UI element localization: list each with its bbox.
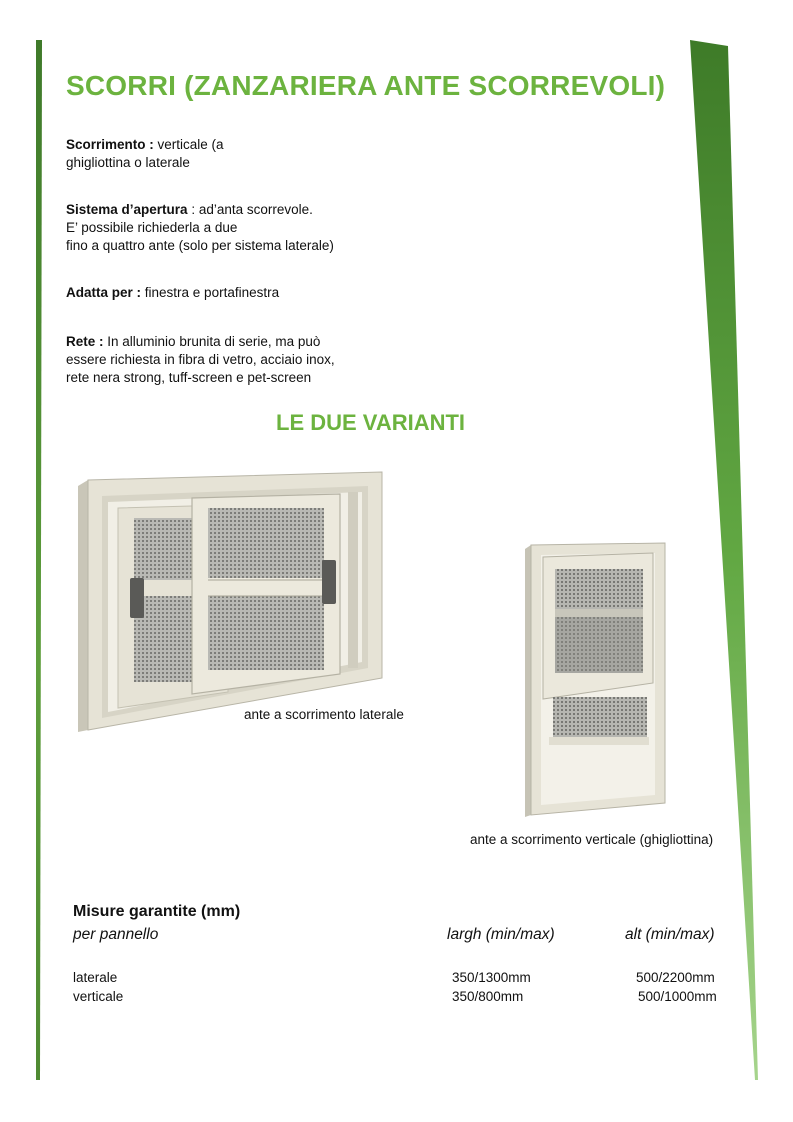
- spec-apertura-label: Sistema d’apertura: [66, 202, 188, 217]
- page-title: SCORRI (ZANZARIERA ANTE SCORREVOLI): [66, 70, 666, 101]
- spec-rete-text-1: In alluminio brunita di serie, ma può: [107, 334, 321, 349]
- vertical-sliding-screen-image: [525, 541, 667, 819]
- caption-vertical: ante a scorrimento verticale (ghigliottina): [470, 832, 714, 847]
- caption-lateral: ante a scorrimento laterale: [244, 707, 404, 722]
- row-verticale-label: verticale: [73, 989, 124, 1004]
- header-alt: alt (min/max): [625, 926, 715, 943]
- spec-apertura-text-2: E’ possibile richiederla a due: [66, 220, 238, 235]
- lateral-sliding-screen-image: [78, 468, 388, 734]
- right-band: [690, 40, 758, 1080]
- spec-rete-text-3: rete nera strong, tuff-screen e pet-screen: [66, 370, 312, 385]
- spec-scorrimento-text-2: ghigliottina o laterale: [66, 155, 190, 170]
- row-verticale-alt: 500/1000mm: [638, 989, 717, 1004]
- header-largh: largh (min/max): [447, 926, 555, 943]
- spec-adatta: [66, 284, 279, 302]
- spec-adatta-text: finestra e portafinestra: [144, 285, 280, 300]
- row-verticale-largh: 350/800mm: [452, 989, 524, 1004]
- spec-scorrimento-label: Scorrimento :: [66, 137, 154, 152]
- spec-scorrimento-text-1: verticale (a: [157, 137, 224, 152]
- spec-adatta-label: Adatta per :: [66, 285, 142, 300]
- spec-apertura-text-1: : ad’anta scorrevole.: [191, 202, 313, 217]
- spec-rete-label: Rete :: [66, 334, 104, 349]
- spec-rete: [66, 333, 335, 387]
- spec-apertura: [66, 201, 334, 255]
- spec-apertura-text-3: fino a quattro ante (solo per sistema laterale): [66, 238, 334, 253]
- variants-title: LE DUE VARIANTI: [276, 410, 466, 435]
- spec-rete-text-2: essere richiesta in fibra di vetro, acciaio inox,: [66, 352, 335, 367]
- left-band: [36, 40, 42, 1080]
- header-per-pannello: per pannello: [73, 926, 159, 943]
- row-laterale-alt: 500/2200mm: [636, 970, 715, 985]
- row-laterale-label: laterale: [73, 970, 118, 985]
- spec-scorrimento: [66, 136, 224, 172]
- table-title: Misure garantite (mm): [73, 903, 241, 920]
- row-laterale-largh: 350/1300mm: [452, 970, 531, 985]
